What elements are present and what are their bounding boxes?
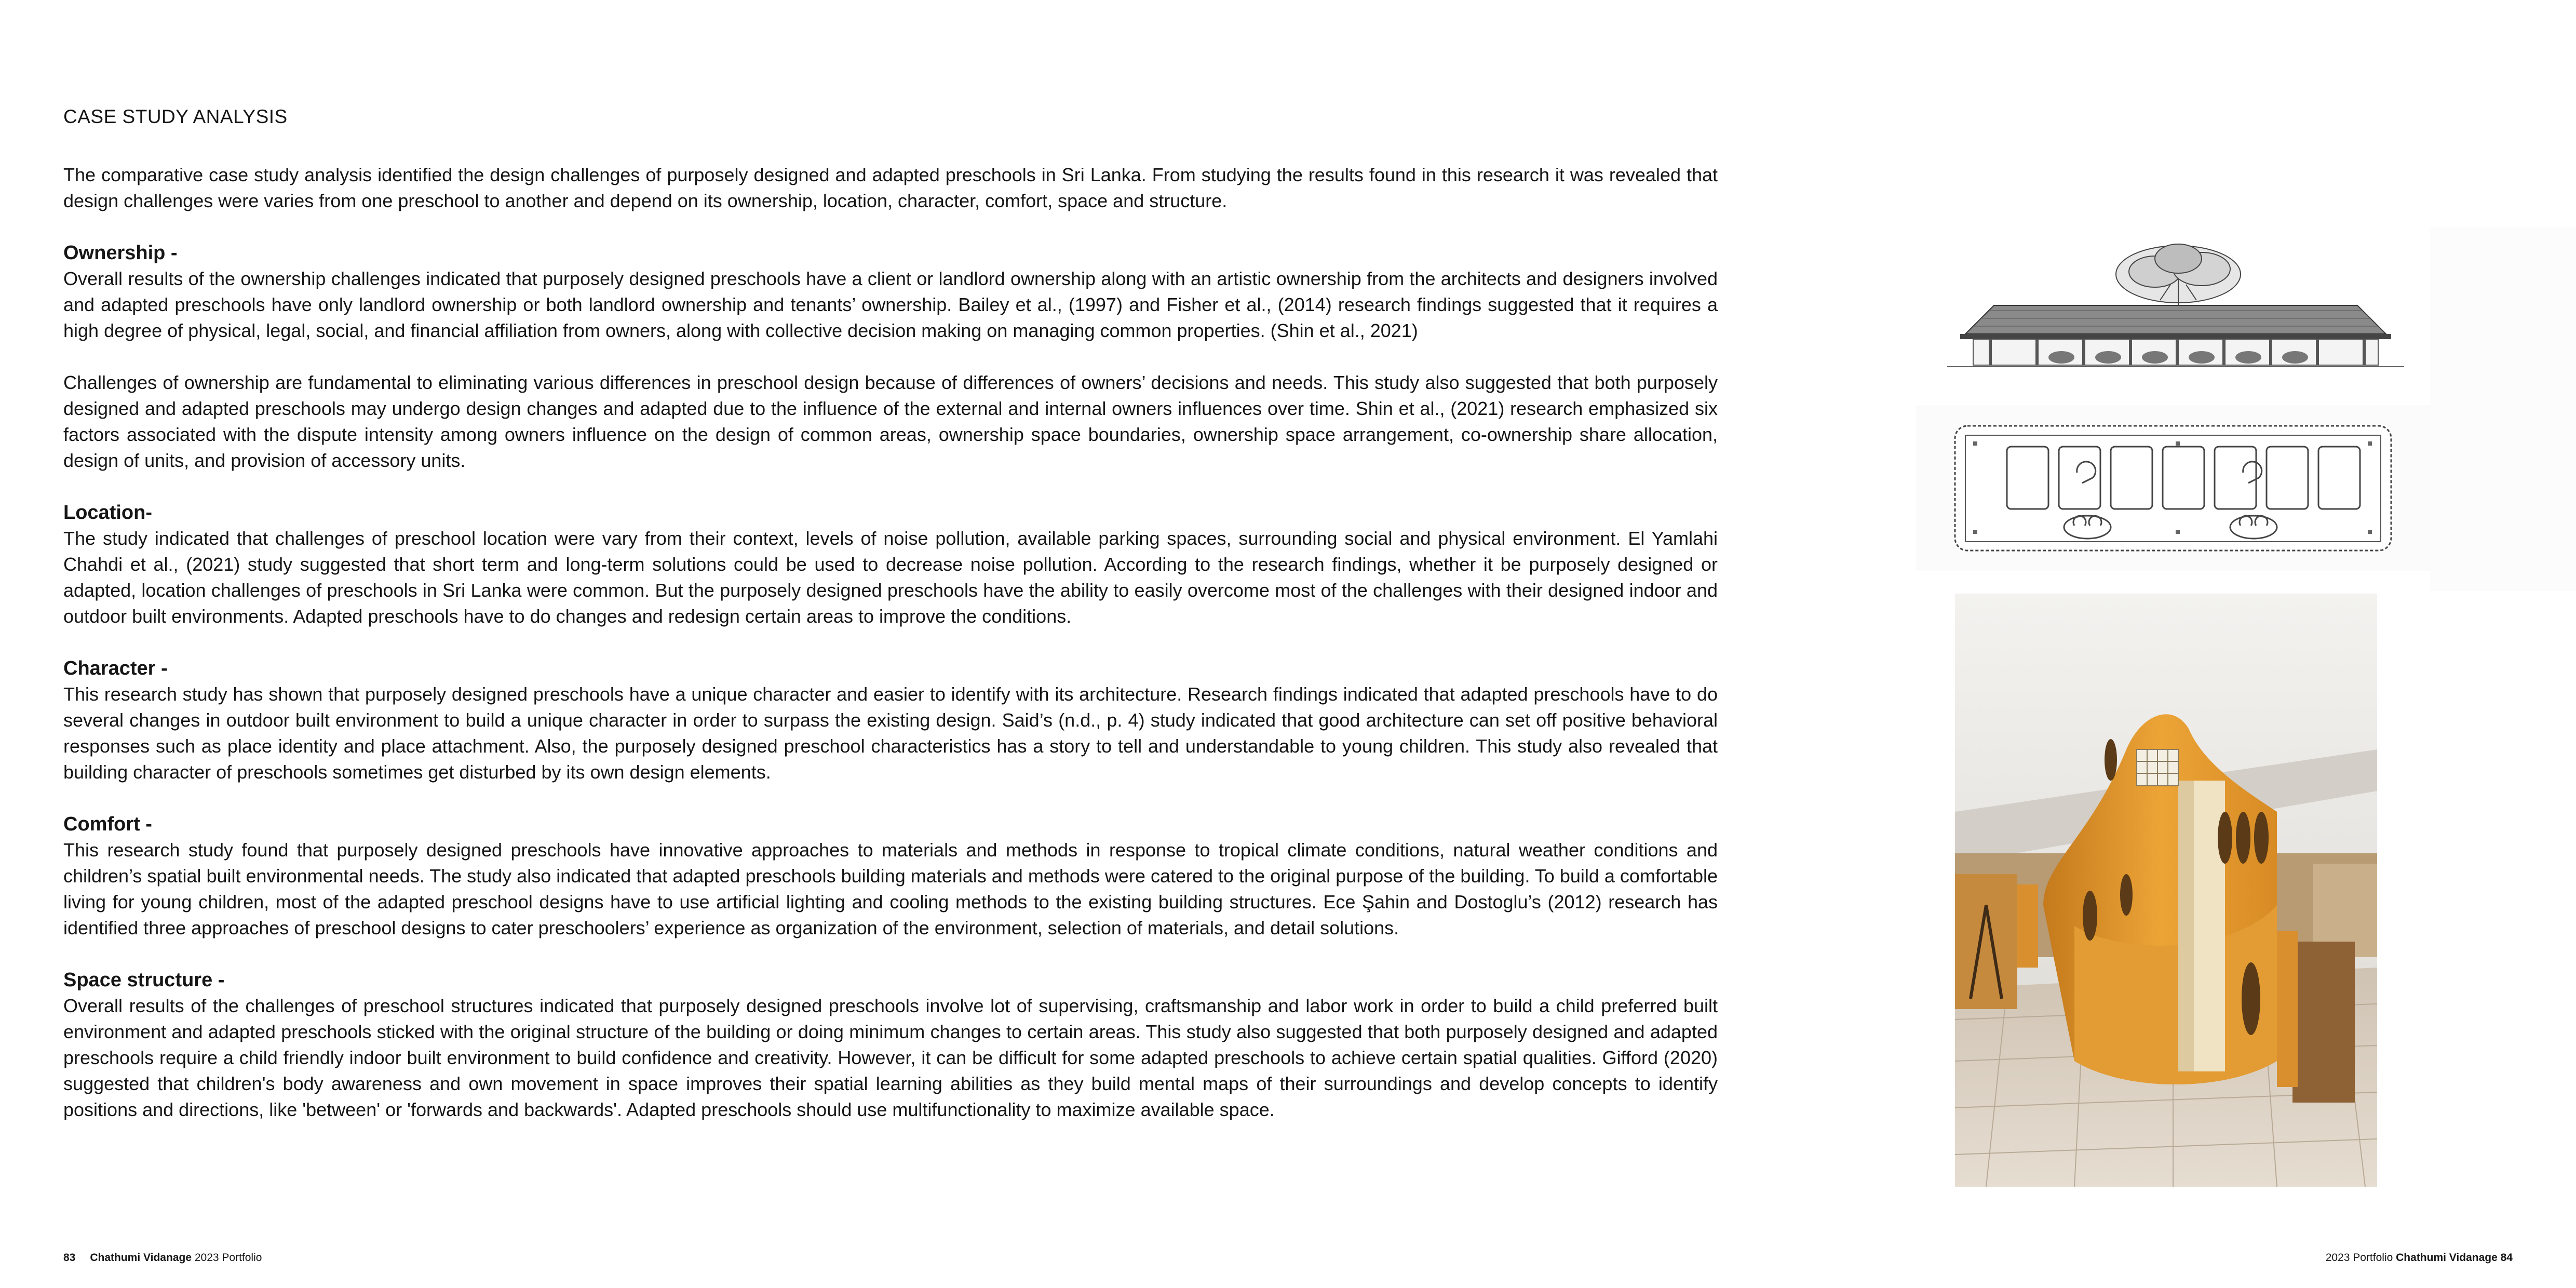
section-paragraph: This research study found that purposely designed preschools have innovative approaches to materials and methods in response to tropical climate conditions, natural weather conditions and children’s spatial built environmental needs. The study also indicated that adapted preschools building materials and methods were catered to the original purpose of the building. To build a comfortable living for young children, most of the adapted preschool designs have to use artificial lighting and cooling methods to the existing building structures. Ece Şahin and Dostoglu’s (2012) research has identified three approaches of preschool designs to cater preschoolers’ experience as organization of the environment, selection of materials, and detail solutions. — [63, 839, 1718, 938]
orange-spiral-staircase-photo — [1955, 594, 2377, 1187]
section-paragraph: Overall results of the challenges of preschool structures indicated that purposely designed preschools involve lot of supervising, craftsmanship and labor work in order to build a child preferred built environment and adapted preschools sticked with the original structure of the building or doing minimum changes to certain areas. This study also suggested that both purposely designed and adapted preschools require a child friendly indoor built environment to build confidence and creativity. However, it can be difficult for some adapted preschools to achieve certain spatial qualities. Gifford (2020) suggested that children's body awareness and own movement in space improves their spatial learning abilities as they build mental maps of their surroundings and develop concepts to identify positions and directions, like 'between' or 'forwards and backwards'. Adapted preschools should use multifunctionality to maximize available space. — [63, 995, 1718, 1120]
section-paragraph: Challenges of ownership are fundamental to eliminating various differences in preschool design because of differences of owners’ decisions and needs. This study also suggested that both purposely designed and adapted preschools may undergo design changes and adapted due to the influence of the external and internal owners influences over time. Shin et al., (2021) research emphasized six factors associated with the dispute intensity among owners influence on the design of common areas, ownership space boundaries, ownership space arrangement, co-ownership share allocation, design of units, and provision of accessory units. — [63, 372, 1718, 471]
section-heading: Location- — [63, 502, 152, 524]
section-comfort — [63, 811, 1718, 941]
intro-paragraph: The comparative case study analysis identified the design challenges of purposely designed and adapted preschools in Sri Lanka. From studying the results found in this research it was revealed that design challenges were varies from one preschool to another and depend on its ownership, location, character, comfort, space and structure. — [63, 164, 1718, 211]
section-paragraph: This research study has shown that purposely designed preschools have a unique character and easier to identify with its architecture. Research findings indicated that adapted preschools have to do several changes in outdoor built environment to build a unique character in order to surpass the existing design. Said’s (n.d., p. 4) study indicated that good architecture can set off positive behavioral responses such as place identity and place attachment. Also, the purposely designed preschool characteristics has a story to tell and understandable to young children. This study also revealed that building character of preschools sometimes get disturbed by its own design elements. — [63, 683, 1718, 783]
footer-suffix: 2023 Portfolio — [192, 1252, 262, 1264]
footer-author: Chathumi Vidanage — [2396, 1252, 2498, 1264]
page-number: 84 — [2497, 1252, 2513, 1264]
section-heading: Comfort - — [63, 813, 152, 835]
footer-prefix: 2023 Portfolio — [2325, 1252, 2396, 1264]
section-heading: Space structure - — [63, 969, 225, 991]
section-ownership — [63, 240, 1718, 474]
footer-right — [2326, 1250, 2513, 1266]
faded-background-block — [2430, 227, 2576, 591]
section-space-structure — [63, 967, 1718, 1123]
section-character — [63, 655, 1718, 785]
section-paragraph: The study indicated that challenges of preschool location were vary from their context, levels of noise pollution, available parking spaces, surrounding social and physical environment. El Yamlahi Chahdi et al., (2021) study suggested that short term and long-term solutions could be used to decrease noise pollution. According to the research findings, whether it be purposely designed or adapted, location challenges of preschools in Sri Lanka were common. But the purposely designed preschools have the ability to easily overcome most of the challenges with their designed indoor and outdoor built environments. Adapted preschools have to do changes and redesign certain areas to improve the conditions. — [63, 528, 1718, 627]
floor-plan-drawing — [1916, 405, 2430, 571]
section-heading: Character - — [63, 658, 168, 679]
page-title: CASE STUDY ANALYSIS — [63, 106, 288, 127]
section-paragraph: Overall results of the ownership challenges indicated that purposely designed preschools have a client or landlord ownership along with an artistic ownership from the architects and designers involved and adapted preschools have only landlord ownership or both landlord ownership and tenants’ ownership. Bailey et al., (1997) and Fisher et al., (2014) research findings suggested that it requires a high degree of physical, legal, social, and financial affiliation from owners, along with collective decision making on managing common properties. (Shin et al., 2021) — [63, 268, 1718, 341]
footer-left — [63, 1250, 262, 1266]
page-number: 83 — [63, 1252, 76, 1264]
section-heading: Ownership - — [63, 242, 178, 264]
left-page-content — [63, 104, 1718, 1149]
building-elevation-sketch — [1916, 227, 2430, 394]
section-location — [63, 500, 1718, 629]
footer-author: Chathumi Vidanage — [90, 1252, 192, 1264]
